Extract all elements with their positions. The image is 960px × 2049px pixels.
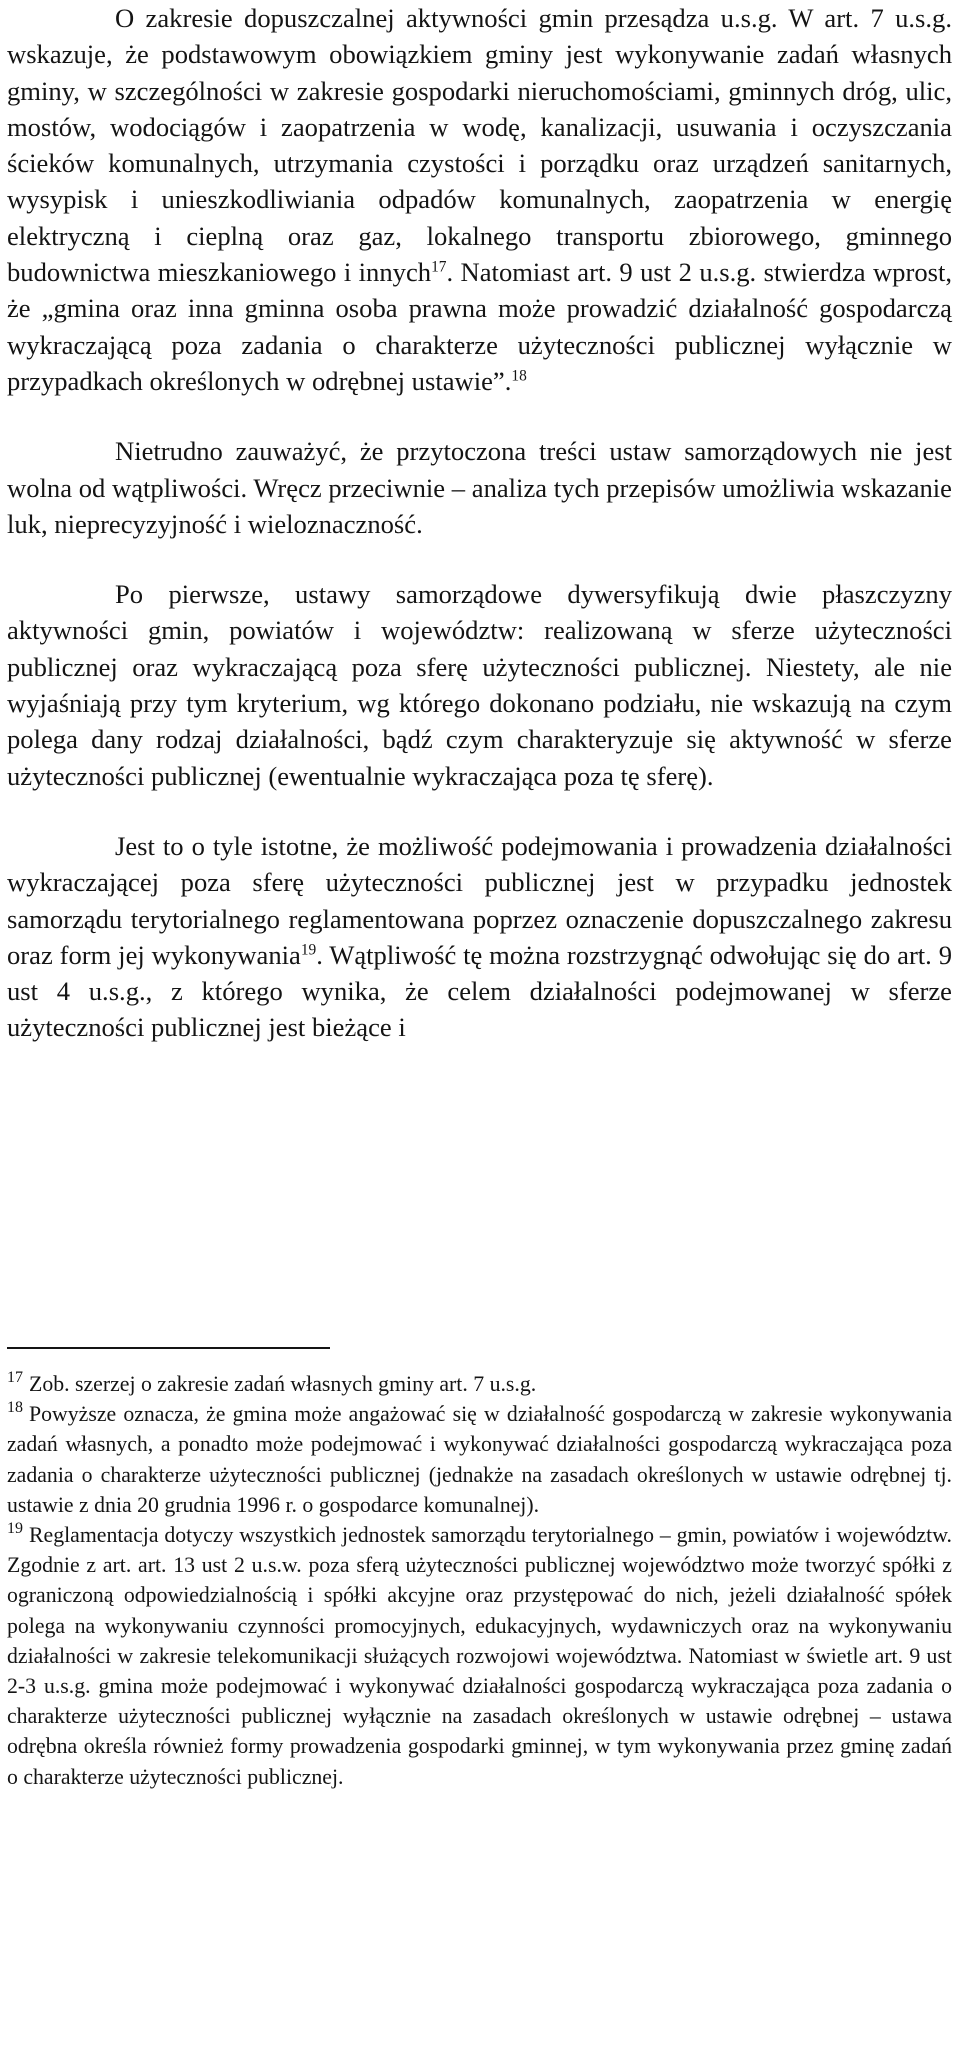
- footnote-separator: [7, 1347, 330, 1349]
- paragraph-1-text-a: O zakresie dopuszczalnej aktywności gmin przesądza u.s.g. W art. 7 u.s.g. wskazuje, że podstawowym obowiązkiem gminy jest wykonywanie zadań własnych gminy, w szczególności w zakresie gospodarki nieruchomościami, gminnych dróg, ulic, mostów, wodociągów i zaopatrzenia w wodę, kanalizacji, usuwania i oczyszczania ścieków komunalnych, utrzymania czystości i porządku oraz urządzeń sanitarnych, wysypisk i unieszkodliwiania odpadów komunalnych, zaopatrzenia w energię elektryczną i cieplną oraz gaz, lokalnego transportu zbiorowego, gminnego budownictwa mieszkaniowego i innych: [7, 3, 952, 288]
- document-page: [7, 0, 953, 1789]
- paragraph-4: [7, 828, 952, 1046]
- footnote-17-number: 17: [7, 1369, 23, 1387]
- main-text: [7, 0, 952, 1046]
- footnote-19-text: Reglamentacja dotyczy wszystkich jednostek samorządu terytorialnego – gmin, powiatów i województw. Zgodnie z art. art. 13 ust 2 u.s.w. poza sferą użyteczności publicznej województwo może tworzyć spółki z ograniczoną odpowiedzialnością i spółki akcyjne oraz przystępować do nich, jeżeli działalność spółek polega na wykonywaniu czynności promocyjnych, edukacyjnych, wydawniczych oraz na wykonywaniu działalności w zakresie telekomunikacji służących rozwojowi województwa. Natomiast w świetle art. 9 ust 2-3 u.s.g. gmina może podejmować i wykonywać działalności gospodarczą wykraczająca poza zadania o charakterze użyteczności publicznej wyłącznie na zasadach określonych w ustawie odrębnej – ustawa odrębna określa również formy prowadzenia gospodarki gminnej, w tym wykonywania przez gminę zadań o charakterze użyteczności publicznej.: [7, 1523, 952, 1789]
- paragraph-4-text-b: . Wątpliwość tę można rozstrzygnąć odwołując się do art. 9 ust 4 u.s.g., z którego wynika, że celem działalności podejmowanej w sferze użyteczności publicznej jest bieżące i: [7, 939, 952, 1043]
- footnote-19: [7, 1520, 952, 1792]
- footnote-ref-18[interactable]: 18: [511, 367, 527, 385]
- footnote-ref-17[interactable]: 17: [431, 258, 447, 276]
- footnote-17-text: Zob. szerzej o zakresie zadań własnych gminy art. 7 u.s.g.: [29, 1372, 537, 1396]
- footnote-18-number: 18: [7, 1399, 23, 1417]
- paragraph-4-text-a: Jest to o tyle istotne, że możliwość podejmowania i prowadzenia działalności wykraczającej poza sferę użyteczności publicznej jest w przypadku jednostek samorządu terytorialnego reglamentowana poprzez oznaczenie dopuszczalnego zakresu oraz form jej wykonywania: [7, 830, 952, 970]
- footnote-18: [7, 1399, 952, 1520]
- footnote-18-text: Powyższe oznacza, że gmina może angażować się w działalność gospodarczą w zakresie wykonywania zadań własnych, a ponadto może podejmować i wykonywać działalności gospodarczą wykraczająca poza zadania o charakterze użyteczności publicznej (jednakże na zasadach określonych w ustawie odrębnej tj. ustawie z dnia 20 grudnia 1996 r. o gospodarce komunalnej).: [7, 1402, 952, 1517]
- paragraph-3: Po pierwsze, ustawy samorządowe dywersyfikują dwie płaszczyzny aktywności gmin, powiatów i województw: realizowaną w sferze użyteczności publicznej oraz wykraczającą poza sferę użyteczności publicznej. Niestety, ale nie wyjaśniają przy tym kryterium, wg którego dokonano podziału, nie wskazują na czym polega dany rodzaj działalności, bądź czym charakteryzuje się aktywność w sferze użyteczności publicznej (ewentualnie wykraczająca poza tę sferę).: [7, 579, 952, 791]
- footnotes: [7, 1369, 952, 1792]
- footnote-ref-19[interactable]: 19: [300, 941, 317, 959]
- paragraph-1: [7, 0, 952, 399]
- footnote-19-number: 19: [7, 1520, 23, 1538]
- footnote-17: [7, 1369, 952, 1399]
- paragraph-2: Nietrudno zauważyć, że przytoczona treści ustaw samorządowych nie jest wolna od wątpliwości. Wręcz przeciwnie – analiza tych przepisów umożliwia wskazanie luk, nieprecyzyjność i wieloznaczność.: [7, 436, 952, 539]
- paragraph-1-text-b: . Natomiast art. 9 ust 2 u.s.g. stwierdza wprost, że „gmina oraz inna gminna osoba prawna może prowadzić działalność gospodarczą wykraczającą poza zadania o charakterze użyteczności publicznej wyłącznie w przypadkach określonych w odrębnej ustawie”.: [7, 257, 953, 396]
